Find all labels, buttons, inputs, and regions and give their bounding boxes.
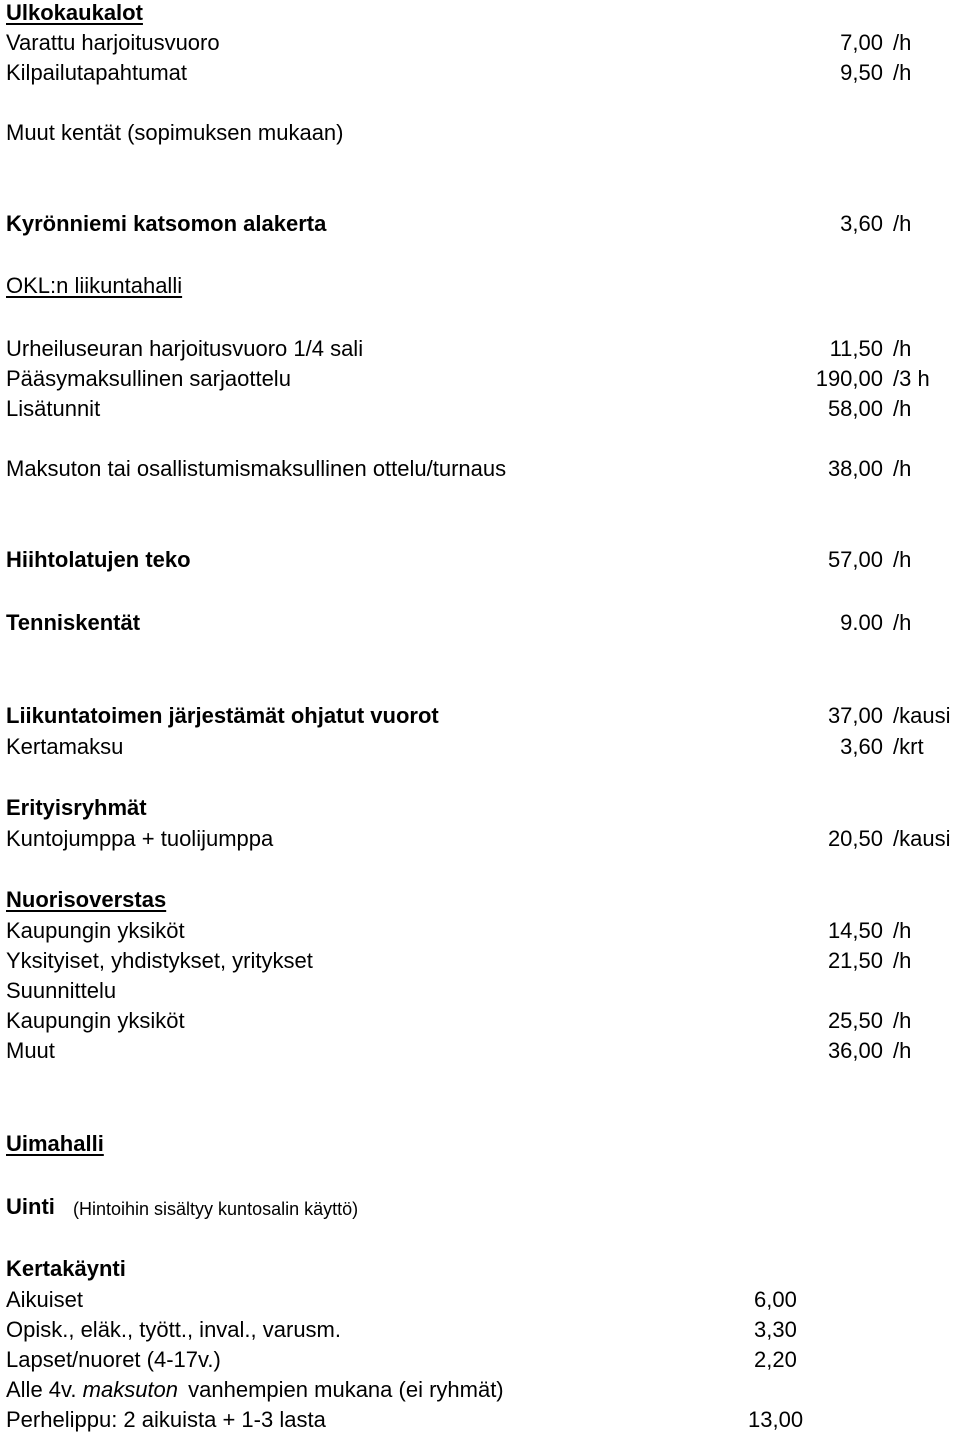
row-label-muut-kentat: Muut kentät (sopimuksen mukaan) — [6, 120, 344, 145]
price-unit: /h — [893, 456, 912, 481]
section-heading-uimahalli: Uimahalli — [6, 1131, 104, 1156]
uinti-note: (Hintoihin sisältyy kuntosalin käyttö) — [73, 1199, 359, 1219]
alle-italic: maksuton — [82, 1377, 179, 1402]
price-unit: /kausi — [893, 826, 951, 851]
price-unit: /h — [893, 396, 912, 421]
price-value: 9.00 — [840, 610, 883, 635]
price-value: 25,50 — [827, 1008, 883, 1033]
price-unit: /kausi — [893, 703, 951, 728]
price-value: 7,00 — [840, 30, 883, 55]
alle-suffix: vanhempien mukana (ei ryhmät) — [188, 1377, 504, 1402]
row-label: Lapset/nuoret (4-17v.) — [6, 1347, 221, 1372]
price-unit: /krt — [893, 734, 924, 759]
price-value: 3,60 — [840, 211, 883, 236]
row-label-perhelippu: Perhelippu: 2 aikuista + 1-3 lasta — [6, 1407, 326, 1432]
section-heading-ulkokaukalot: Ulkokaukalot — [6, 0, 143, 25]
price-value: 57,00 — [827, 547, 883, 572]
price-unit: /h — [893, 948, 912, 973]
row-label-hiihtolatujen: Hiihtolatujen teko — [6, 547, 191, 572]
price-value: 9,50 — [840, 60, 883, 85]
price-value: 6,00 — [754, 1287, 797, 1312]
price-value: 3,60 — [840, 734, 883, 759]
section-heading-uinti: Uinti — [6, 1194, 55, 1219]
row-label: Pääsymaksullinen sarjaottelu — [6, 366, 291, 391]
price-value: 3,30 — [754, 1317, 797, 1342]
section-heading-erityisryhmat: Erityisryhmät — [6, 795, 147, 820]
price-unit: /h — [893, 336, 912, 361]
row-label: Urheiluseuran harjoitusvuoro 1/4 sali — [6, 336, 364, 361]
price-value: 58,00 — [827, 396, 883, 421]
price-unit: /h — [893, 610, 912, 635]
row-label: Aikuiset — [6, 1287, 84, 1312]
price-value: 190,00 — [815, 366, 883, 391]
row-label-tenniskentat: Tenniskentät — [6, 610, 141, 635]
row-label: Suunnittelu — [6, 978, 117, 1003]
price-unit: /h — [893, 918, 912, 943]
price-value: 36,00 — [827, 1038, 883, 1063]
price-value: 13,00 — [748, 1407, 804, 1432]
row-label: Kuntojumppa + tuolijumppa — [6, 826, 274, 851]
row-label-kyronniemi: Kyrönniemi katsomon alakerta — [6, 211, 327, 236]
row-label: Varattu harjoitusvuoro — [6, 30, 220, 55]
section-heading-liikuntatoimen: Liikuntatoimen järjestämät ohjatut vuorot — [6, 703, 439, 728]
price-unit: /h — [893, 1008, 912, 1033]
price-unit: /h — [893, 547, 912, 572]
price-unit: /3 h — [893, 366, 930, 391]
row-label: Muut — [6, 1038, 55, 1063]
row-label: Yksityiset, yhdistykset, yritykset — [6, 948, 313, 973]
row-label: Lisätunnit — [6, 396, 101, 421]
row-label: Kertamaksu — [6, 734, 124, 759]
row-label-alle-4v — [6, 1377, 504, 1403]
row-label: Kaupungin yksiköt — [6, 1008, 185, 1033]
price-unit: /h — [893, 30, 912, 55]
price-value: 38,00 — [827, 456, 883, 481]
price-value: 14,50 — [827, 918, 883, 943]
price-unit: /h — [893, 60, 912, 85]
row-label: Kaupungin yksiköt — [6, 918, 185, 943]
section-heading-nuorisoverstas: Nuorisoverstas — [6, 887, 167, 912]
row-label: Maksuton tai osallistumismaksullinen ottelu/turnaus — [6, 456, 507, 481]
price-unit: /h — [893, 1038, 912, 1063]
alle-prefix: Alle 4v. — [6, 1377, 77, 1402]
price-unit: /h — [893, 211, 912, 236]
price-value: 20,50 — [827, 826, 883, 851]
row-label: Kilpailutapahtumat — [6, 60, 188, 85]
price-value: 37,00 — [827, 703, 883, 728]
row-label: Opisk., eläk., tyött., inval., varusm. — [6, 1317, 341, 1342]
price-value: 11,50 — [829, 336, 883, 361]
price-value: 2,20 — [754, 1347, 797, 1372]
section-heading-kertakaynti: Kertakäynti — [6, 1256, 126, 1281]
section-heading-okl: OKL:n liikuntahalli — [6, 273, 183, 298]
price-value: 21,50 — [827, 948, 883, 973]
